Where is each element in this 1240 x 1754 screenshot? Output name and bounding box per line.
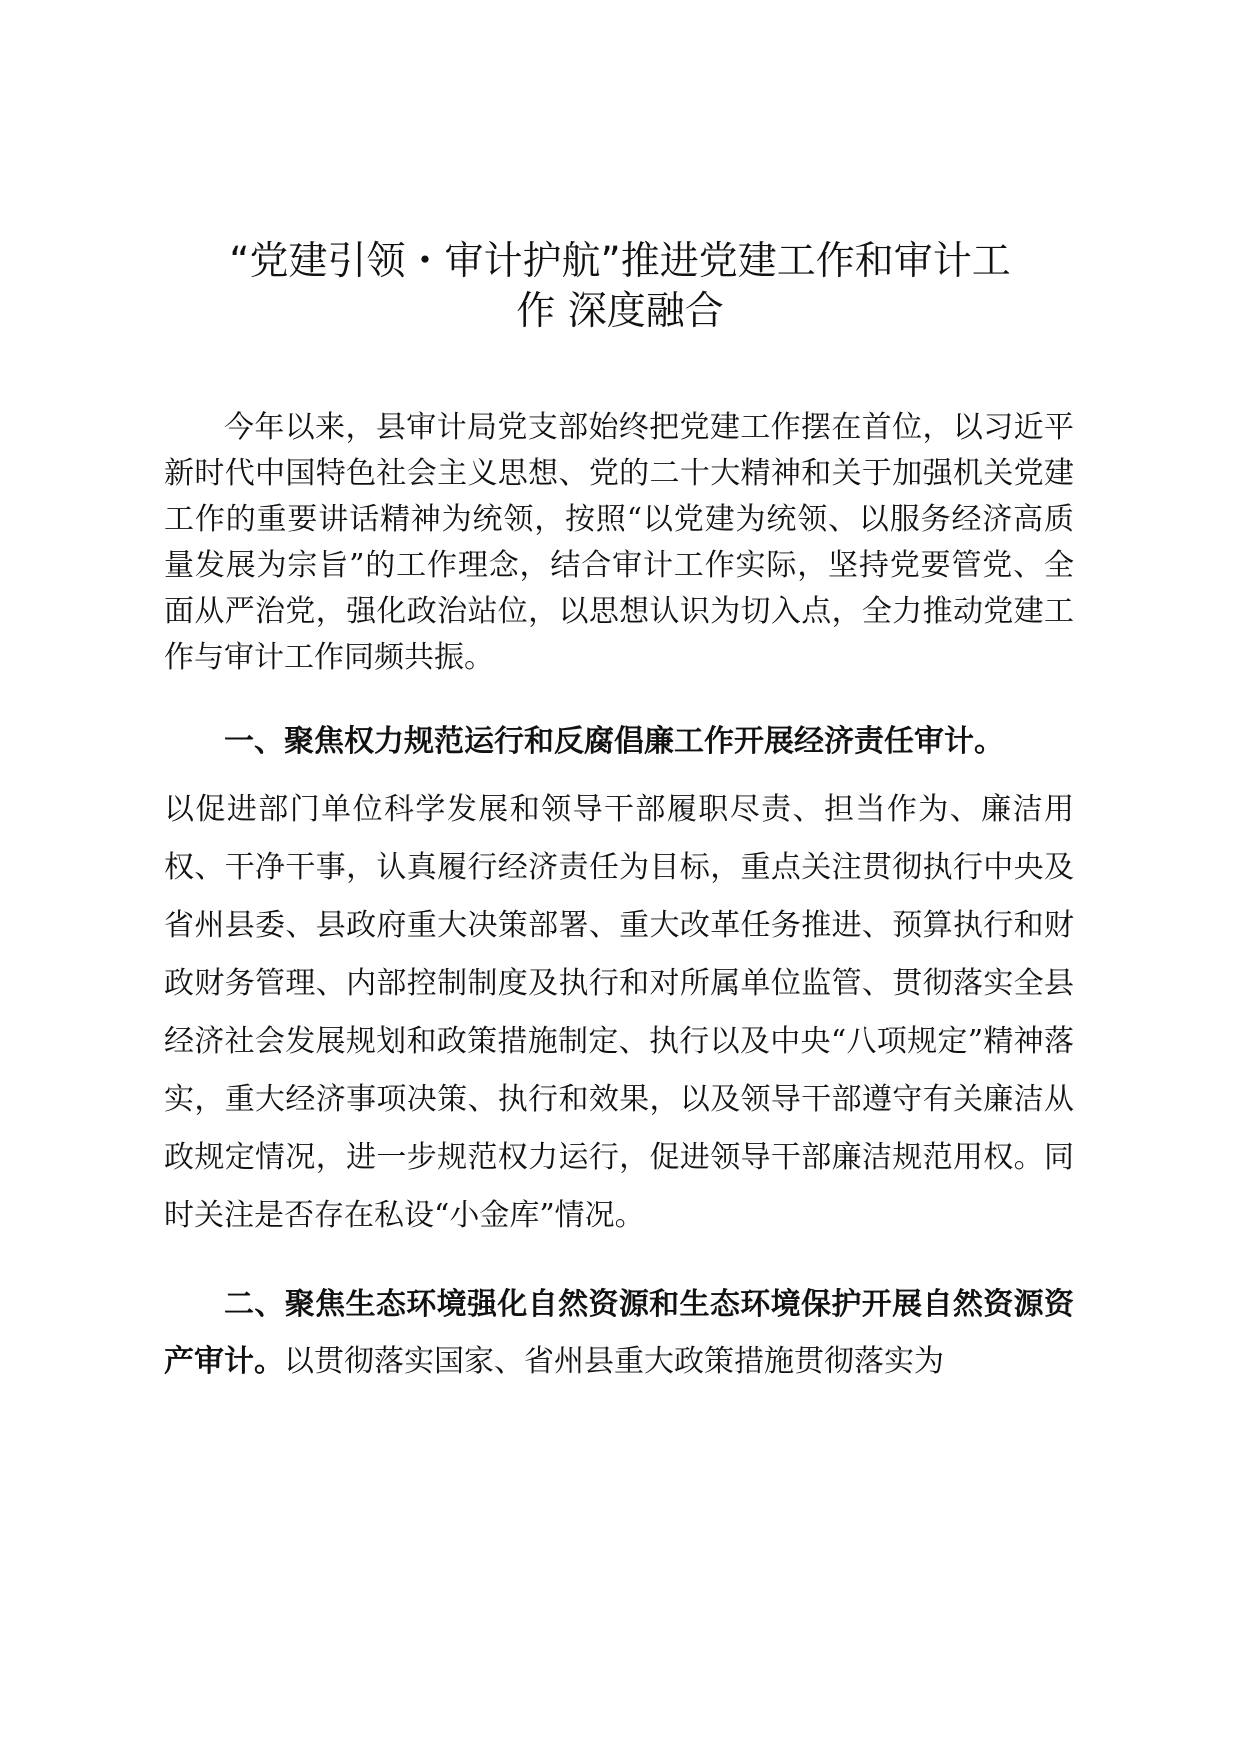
- intro-paragraph: 今年以来，县审计局党支部始终把党建工作摆在首位，以习近平新时代中国特色社会主义思想、党的二十大精神和关于加强机关党建工作的重要讲话精神为统领，按照“以党建为统领、以服务经济高质量发展为宗旨”的工作理念，结合审计工作实际，坚持党要管党、全面从严治党，强化政治站位，以思想认识为切入点，全力推动党建工作与审计工作同频共振。: [164, 410, 1074, 675]
- section-2: [164, 1276, 1074, 1390]
- section-1-heading: 一、聚焦权力规范运行和反腐倡廉工作开展经济责任审计。: [224, 724, 1004, 759]
- section-2-body: 以贯彻落实国家、省州县重大政策措施贯彻落实为: [284, 1344, 944, 1379]
- document-title: [150, 237, 1090, 337]
- section-1: [164, 713, 1074, 1245]
- section-1-body: 以促进部门单位科学发展和领导干部履职尽责、担当作为、廉洁用权、干净干事，认真履行经济责任为目标，重点关注贯彻执行中央及省州县委、县政府重大决策部署、重大改革任务推进、预算执行和财政财务管理、内部控制制度及执行和对所属单位监管、贯彻落实全县经济社会发展规划和政策措施制定、执行以及中央“八项规定”精神落实，重大经济事项决策、执行和效果，以及领导干部遵守有关廉洁从政规定情况，进一步规范权力运行，促进领导干部廉洁规范用权。同时关注是否存在私设“小金库”情况。: [164, 792, 1074, 1233]
- title-line-2: 作 深度融合: [516, 289, 724, 334]
- section-2-heading: 二、聚焦生态环境强化自然资源和生态环境保护开展自然资源资产审计。: [164, 1287, 1074, 1379]
- title-line-1: “党建引领・审计护航”推进党建工作和审计工: [229, 239, 1011, 284]
